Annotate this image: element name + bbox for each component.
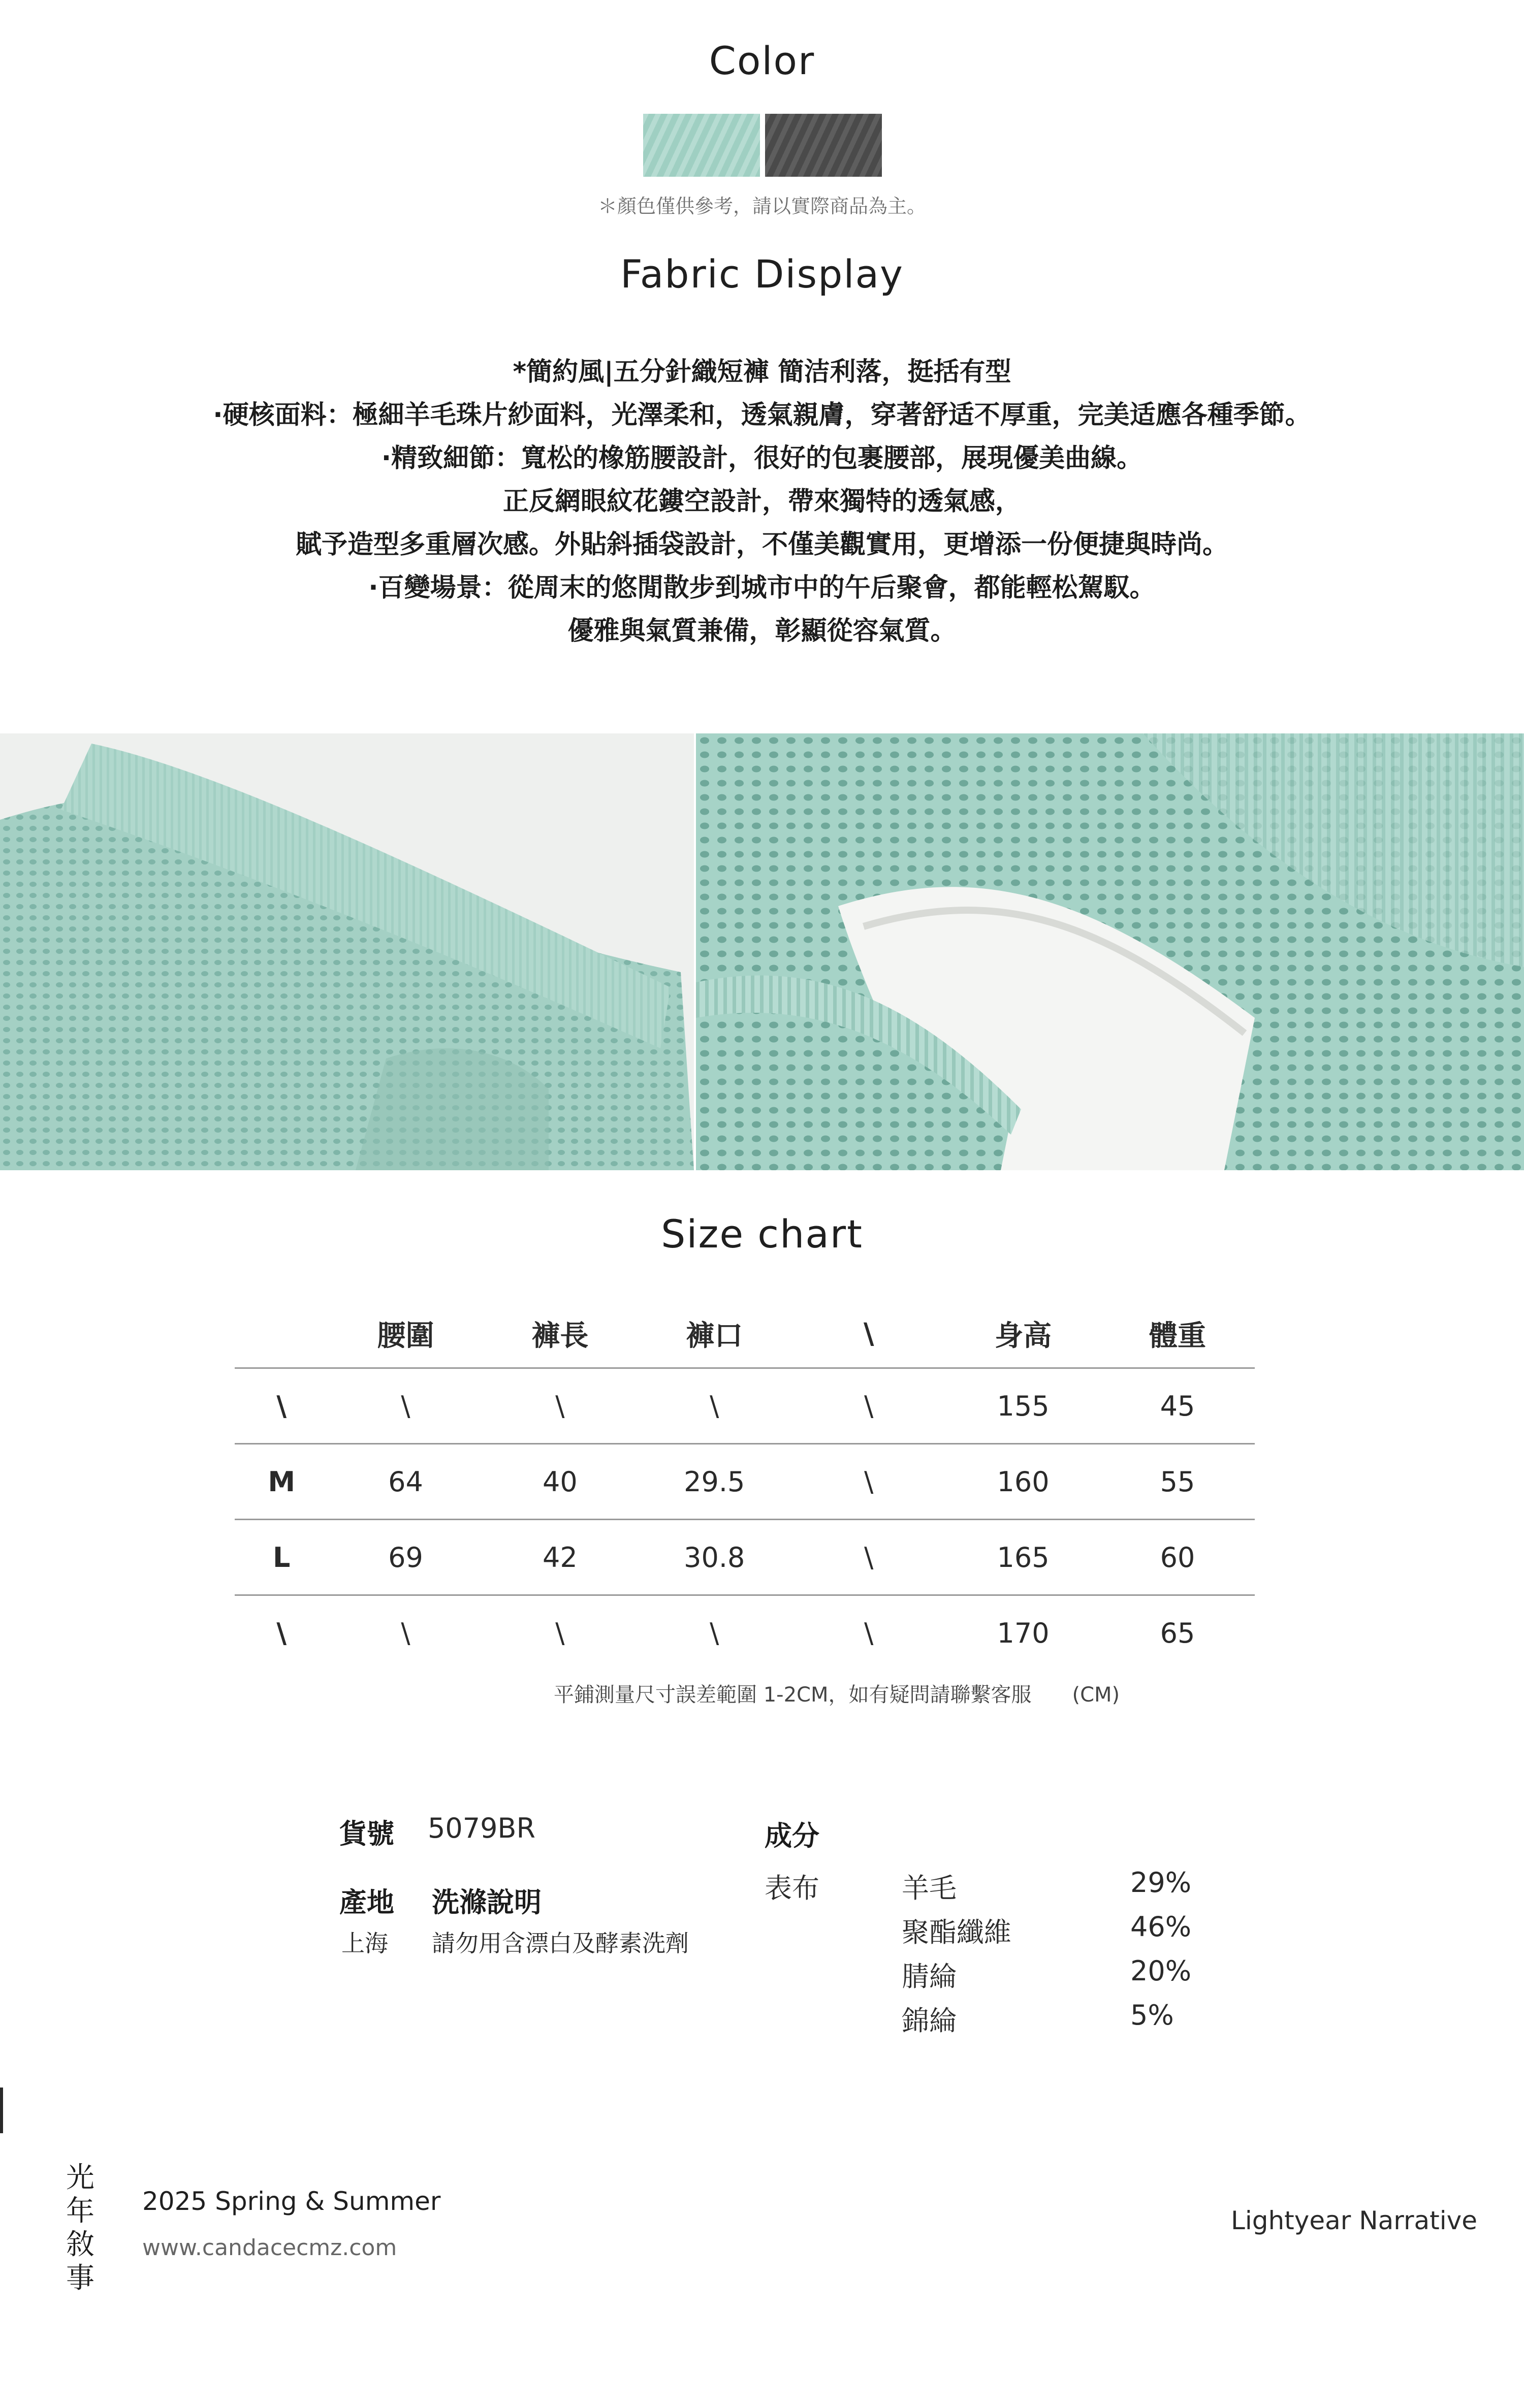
material-name: 錦綸 — [902, 2005, 957, 2037]
table-cell: M — [235, 1444, 329, 1520]
table-cell: \ — [555, 1617, 565, 1649]
table-cell: \ — [791, 1520, 946, 1595]
origin-label: 產地 — [339, 1886, 394, 1918]
brand-char: 敘 — [66, 2228, 94, 2261]
table-cell: \ — [329, 1368, 483, 1444]
table-cell: 60 — [1100, 1520, 1255, 1595]
website-link[interactable]: www.candacecmz.com — [142, 2235, 397, 2261]
fabric-line: ·百變場景：從周末的悠閒散步到城市中的午后聚會，都能輕松駕馭。 — [368, 573, 1156, 603]
table-cell: \ — [791, 1368, 946, 1444]
table-row — [235, 1595, 1255, 1671]
material-pct: 29% — [1130, 1867, 1192, 1899]
material-name: 羊毛 — [902, 1872, 957, 1904]
color-title: Color — [709, 38, 815, 83]
table-cell: 165 — [946, 1520, 1100, 1595]
edge-divider — [0, 2088, 3, 2133]
table-header: 腰圍 — [329, 1300, 483, 1368]
table-cell: \ — [235, 1368, 329, 1444]
brand-char: 年 — [66, 2195, 94, 2228]
table-header: 身高 — [946, 1300, 1100, 1368]
brand-vertical-cn — [65, 2161, 96, 2295]
fabric-line: ·硬核面料：極細羊毛珠片紗面料，光澤柔和，透氣親膚，穿著舒适不厚重，完美适應各種季節。 — [213, 400, 1311, 430]
fabric-line: 優雅與氣質兼備，彰顯從容氣質。 — [567, 616, 957, 646]
material-pct: 46% — [1130, 1911, 1192, 1943]
origin-value: 上海 — [341, 1930, 388, 1957]
brand-char: 光 — [66, 2161, 94, 2194]
fabric-title: Fabric Display — [620, 251, 904, 297]
table-cell: \ — [401, 1617, 410, 1649]
size-chart-title: Size chart — [661, 1211, 863, 1257]
table-cell: \ — [637, 1368, 791, 1444]
table-row — [235, 1520, 1255, 1595]
size-note-text: 平鋪測量尺寸誤差範圍 1-2CM，如有疑問請聯繫客服 — [554, 1683, 1032, 1707]
fabric-line: *簡約風|五分針織短褲 簡洁利落，挺括有型 — [513, 357, 1011, 387]
brand-name-en: Lightyear Narrative — [1231, 2206, 1477, 2235]
fabric-line: 賦予造型多重層次感。外貼斜插袋設計，不僅美觀實用，更增添一份便捷與時尚。 — [295, 530, 1228, 560]
fabric-description — [0, 350, 1524, 653]
table-cell: 64 — [329, 1444, 483, 1520]
table-cell: \ — [483, 1368, 637, 1444]
sku-value: 5079BR — [428, 1812, 535, 1844]
size-note — [554, 1679, 1120, 1708]
product-photo-pocket — [696, 733, 1524, 1170]
table-header — [235, 1300, 329, 1368]
table-cell: 55 — [1100, 1444, 1255, 1520]
material-name: 聚酯纖維 — [902, 1916, 1011, 1948]
table-cell: 65 — [1160, 1617, 1195, 1649]
table-cell: 155 — [946, 1368, 1100, 1444]
material-name: 腈綸 — [902, 1961, 957, 1993]
table-cell: 29.5 — [637, 1444, 791, 1520]
season-label: 2025 Spring & Summer — [142, 2187, 441, 2216]
table-cell: 42 — [483, 1520, 637, 1595]
material-pct: 20% — [1130, 1955, 1192, 1987]
table-cell: \ — [276, 1617, 287, 1649]
table-header: \ — [791, 1300, 946, 1368]
fabric-line: ·精致細節：寬松的橡筋腰設計，很好的包裹腰部，展現優美曲線。 — [381, 443, 1143, 473]
table-header: 體重 — [1100, 1300, 1255, 1368]
table-cell: 160 — [946, 1444, 1100, 1520]
product-photo-waistband — [0, 733, 694, 1170]
table-header: 褲口 — [637, 1300, 791, 1368]
sku-label: 貨號 — [339, 1818, 394, 1850]
brand-char: 事 — [66, 2262, 94, 2295]
size-unit: (CM) — [1072, 1683, 1120, 1707]
table-cell: 69 — [329, 1520, 483, 1595]
table-cell: \ — [791, 1444, 946, 1520]
material-pct: 5% — [1130, 1999, 1174, 2031]
table-row — [235, 1444, 1255, 1520]
swatch-gray[interactable] — [765, 114, 882, 177]
color-note: ＊顏色僅供參考，請以實際商品為主。 — [597, 195, 926, 217]
composition-label: 成分 — [765, 1820, 819, 1852]
table-cell: \ — [864, 1617, 874, 1649]
wash-label: 洗滌說明 — [432, 1886, 542, 1918]
table-row — [235, 1368, 1255, 1444]
table-header-row — [235, 1300, 1255, 1368]
table-cell: L — [235, 1520, 329, 1595]
wash-value: 請勿用含漂白及酵素洗劑 — [432, 1930, 689, 1957]
table-cell: 45 — [1100, 1368, 1255, 1444]
table-header: 褲長 — [483, 1300, 637, 1368]
table-cell: 30.8 — [637, 1520, 791, 1595]
size-table — [235, 1300, 1206, 1670]
table-cell: 170 — [997, 1617, 1050, 1649]
table-cell: \ — [710, 1617, 719, 1649]
swatch-mint[interactable] — [643, 114, 760, 177]
fabric-line: 正反網眼紋花鏤空設計，帶來獨特的透氣感， — [502, 487, 1021, 517]
table-cell: 40 — [483, 1444, 637, 1520]
fabric-part-label: 表布 — [765, 1872, 819, 1904]
